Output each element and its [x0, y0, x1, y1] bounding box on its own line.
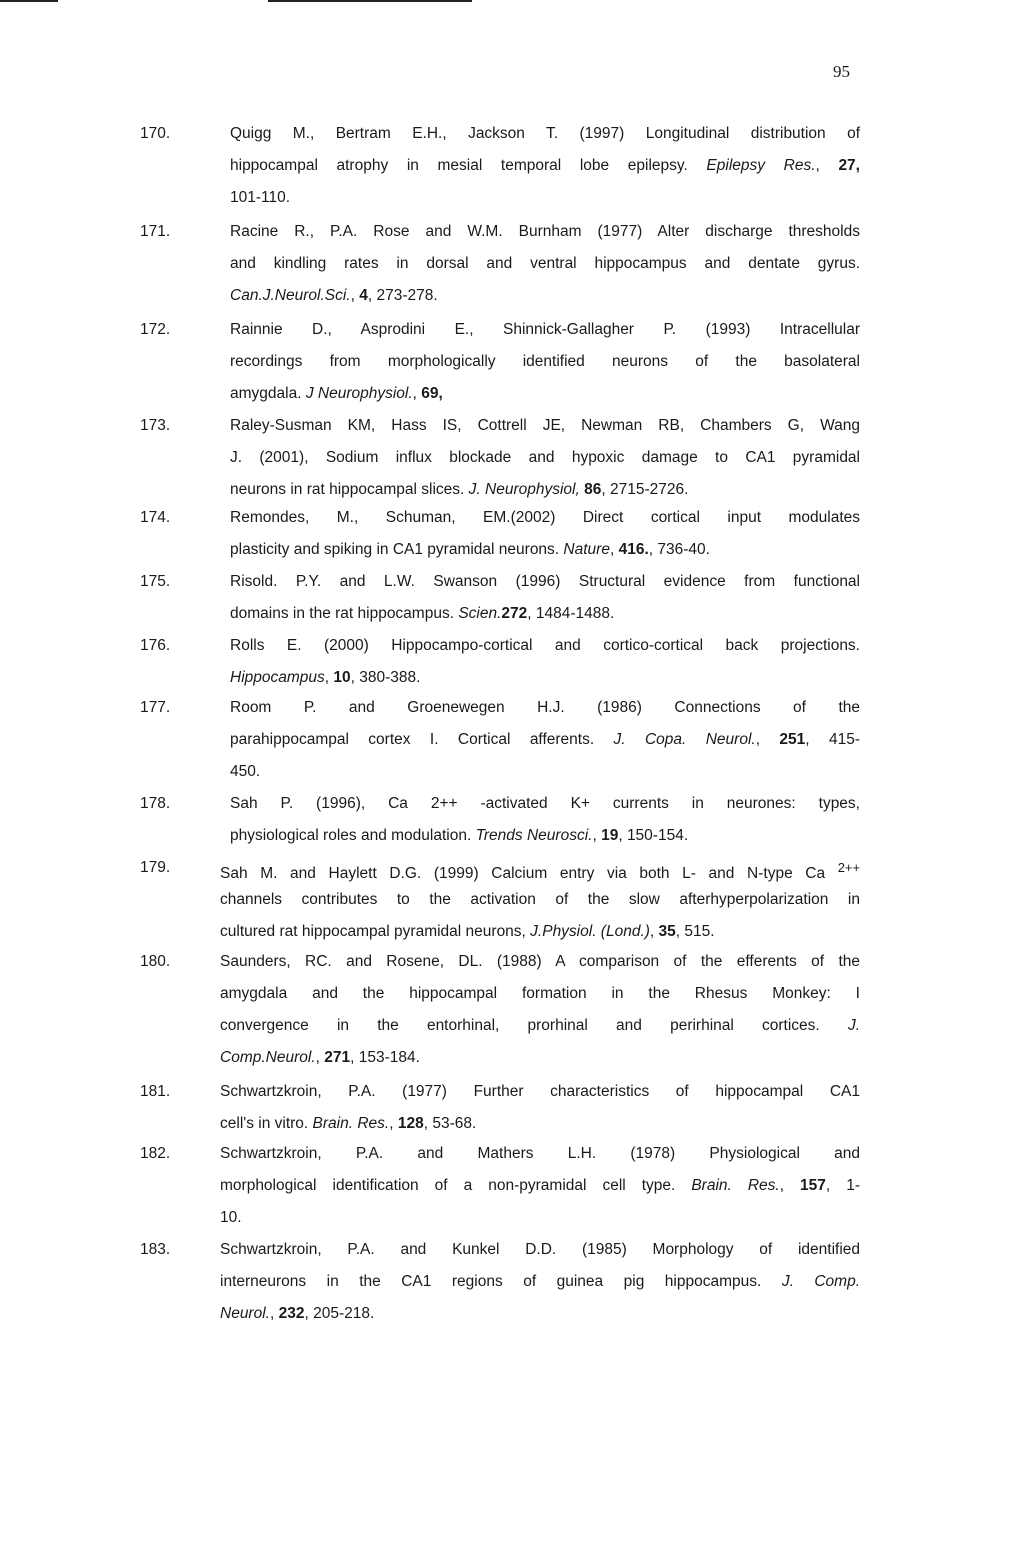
reference-text — [230, 314, 860, 410]
volume-number: 271 — [324, 1049, 351, 1066]
journal-title: Epilepsy Res. — [706, 157, 816, 174]
volume-number: 69, — [421, 385, 443, 402]
reference-text — [220, 1076, 860, 1140]
journal-title: Scien. — [458, 605, 502, 622]
reference-text — [230, 566, 860, 630]
volume-number: 251 — [779, 731, 806, 748]
reference-line: Sah P. (1996), Ca 2++ -activated K+ currents in neurones: types, — [230, 795, 860, 812]
volume-number: 27, — [838, 157, 860, 174]
reference-line: Schwartzkroin, P.A. and Mathers L.H. (1978) Physiological and — [220, 1145, 860, 1162]
reference-text — [230, 630, 860, 694]
reference-line: Sah M. and Haylett D.G. (1999) Calcium entry via both L- and N-type Ca $^{2++}$ — [220, 860, 860, 883]
reference-line: and kindling rates in dorsal and ventral hippocampus and dentate gyrus. — [230, 255, 860, 272]
reference-number: 170. — [140, 125, 171, 142]
reference-line: Can.J.Neurol.Sci., 4, 273-278. — [230, 287, 438, 304]
reference-number: 174. — [140, 509, 171, 526]
reference-number: 182. — [140, 1145, 171, 1162]
journal-title: J Neurophysiol. — [305, 385, 413, 402]
reference-text — [230, 692, 860, 788]
journal-title: Brain. Res. — [312, 1115, 390, 1132]
reference-line: parahippocampal cortex I. Cortical afferents. J. Copa. Neurol., 251, 415- — [230, 731, 860, 748]
journal-title: Comp.Neurol. — [220, 1049, 316, 1066]
reference-line: Comp.Neurol., 271, 153-184. — [220, 1049, 420, 1066]
reference-line: Neurol., 232, 205-218. — [220, 1305, 375, 1322]
volume-number: 35 — [658, 923, 676, 940]
journal-title: J. Neurophysiol, — [468, 481, 580, 498]
reference-number: 183. — [140, 1241, 171, 1258]
reference-line: Rolls E. (2000) Hippocampo-cortical and cortico-cortical back projections. — [230, 637, 860, 654]
reference-line: morphological identification of a non-pyramidal cell type. Brain. Res., 157, 1- — [220, 1177, 860, 1194]
reference-line: interneurons in the CA1 regions of guinea pig hippocampus. J. Comp. — [220, 1273, 861, 1290]
reference-line: cell's in vitro. Brain. Res., 128, 53-68. — [220, 1115, 477, 1132]
reference-line: Raley-Susman KM, Hass IS, Cottrell JE, Newman RB, Chambers G, Wang — [230, 417, 860, 434]
reference-line: 10. — [220, 1209, 242, 1226]
reference-line: channels contributes to the activation of the slow afterhyperpolarization in — [220, 891, 860, 908]
reference-line: physiological roles and modulation. Trends Neurosci., 19, 150-154. — [230, 827, 689, 844]
reference-line: convergence in the entorhinal, prorhinal and perirhinal cortices. J. — [220, 1017, 860, 1034]
journal-title: J.Physiol. (Lond.) — [530, 923, 650, 940]
reference-number: 171. — [140, 223, 171, 240]
reference-text — [220, 852, 860, 948]
reference-line: Risold. P.Y. and L.W. Swanson (1996) Structural evidence from functional — [230, 573, 860, 590]
volume-number: 157 — [800, 1177, 826, 1194]
reference-text — [220, 1234, 860, 1330]
reference-number: 172. — [140, 321, 171, 338]
volume-number: 4 — [359, 287, 368, 304]
reference-line: plasticity and spiking in CA1 pyramidal neurons. Nature, 416., 736-40. — [230, 541, 710, 558]
reference-line: amygdala. J Neurophysiol., 69, — [230, 385, 443, 402]
reference-line: neurons in rat hippocampal slices. J. Neurophysiol, 86, 2715-2726. — [230, 481, 689, 498]
journal-title: Brain. Res. — [691, 1177, 780, 1194]
reference-text — [230, 502, 860, 566]
reference-number: 176. — [140, 637, 171, 654]
journal-title: J. Copa. Neurol. — [613, 731, 756, 748]
journal-title: Can.J.Neurol.Sci. — [230, 287, 351, 304]
reference-number: 175. — [140, 573, 171, 590]
page-number: 95 — [833, 62, 850, 81]
reference-line: 450. — [230, 763, 261, 780]
reference-line: Room P. and Groenewegen H.J. (1986) Connections of the — [230, 699, 860, 716]
top-rule-left — [0, 0, 58, 2]
reference-line: Schwartzkroin, P.A. (1977) Further characteristics of hippocampal CA1 — [220, 1083, 860, 1100]
reference-text — [230, 788, 860, 852]
reference-line: Schwartzkroin, P.A. and Kunkel D.D. (1985) Morphology of identified — [220, 1241, 860, 1258]
reference-text — [220, 1138, 860, 1234]
reference-line: Saunders, RC. and Rosene, DL. (1988) A comparison of the efferents of the — [220, 953, 860, 970]
volume-number: 19 — [601, 827, 619, 844]
reference-line: domains in the rat hippocampus. Scien.272, 1484-1488. — [230, 605, 615, 622]
reference-number: 178. — [140, 795, 171, 812]
journal-title: J. — [847, 1017, 860, 1034]
journal-title: J. Comp. — [781, 1273, 861, 1290]
reference-number: 181. — [140, 1083, 171, 1100]
reference-line: recordings from morphologically identified neurons of the basolateral — [230, 353, 860, 370]
volume-number: 128 — [397, 1115, 424, 1132]
journal-title: Trends Neurosci. — [475, 827, 593, 844]
reference-line: 101-110. — [230, 189, 291, 206]
reference-line: Remondes, M., Schuman, EM.(2002) Direct cortical input modulates — [230, 509, 860, 526]
volume-number: 10 — [333, 669, 351, 686]
reference-text — [230, 410, 860, 506]
reference-number: 173. — [140, 417, 171, 434]
volume-number: 232 — [278, 1305, 305, 1322]
reference-text — [220, 946, 860, 1074]
reference-line: Hippocampus, 10, 380-388. — [230, 669, 421, 686]
reference-line: Quigg M., Bertram E.H., Jackson T. (1997) Longitudinal distribution of — [230, 125, 860, 142]
reference-line: cultured rat hippocampal pyramidal neurons, J.Physiol. (Lond.), 35, 515. — [220, 923, 715, 940]
superscript-charge: 2++ — [837, 860, 860, 875]
reference-line: amygdala and the hippocampal formation in the Rhesus Monkey: I — [220, 985, 860, 1002]
reference-text — [230, 118, 860, 214]
journal-title: Nature — [563, 541, 610, 558]
reference-line: J. (2001), Sodium influx blockade and hypoxic damage to CA1 pyramidal — [230, 449, 860, 466]
reference-number: 177. — [140, 699, 171, 716]
reference-line: hippocampal atrophy in mesial temporal lobe epilepsy. Epilepsy Res., 27, — [230, 157, 860, 174]
reference-line: Racine R., P.A. Rose and W.M. Burnham (1977) Alter discharge thresholds — [230, 223, 860, 240]
reference-text — [230, 216, 860, 312]
volume-number: 416. — [618, 541, 649, 558]
reference-number: 179. — [140, 859, 171, 876]
volume-number: 272 — [501, 605, 528, 622]
volume-number: 86 — [584, 481, 602, 498]
reference-number: 180. — [140, 953, 171, 970]
journal-title: Neurol. — [220, 1305, 270, 1322]
top-rule-right — [268, 0, 472, 2]
reference-line: Rainnie D., Asprodini E., Shinnick-Gallagher P. (1993) Intracellular — [230, 321, 860, 338]
journal-title: Hippocampus — [230, 669, 325, 686]
